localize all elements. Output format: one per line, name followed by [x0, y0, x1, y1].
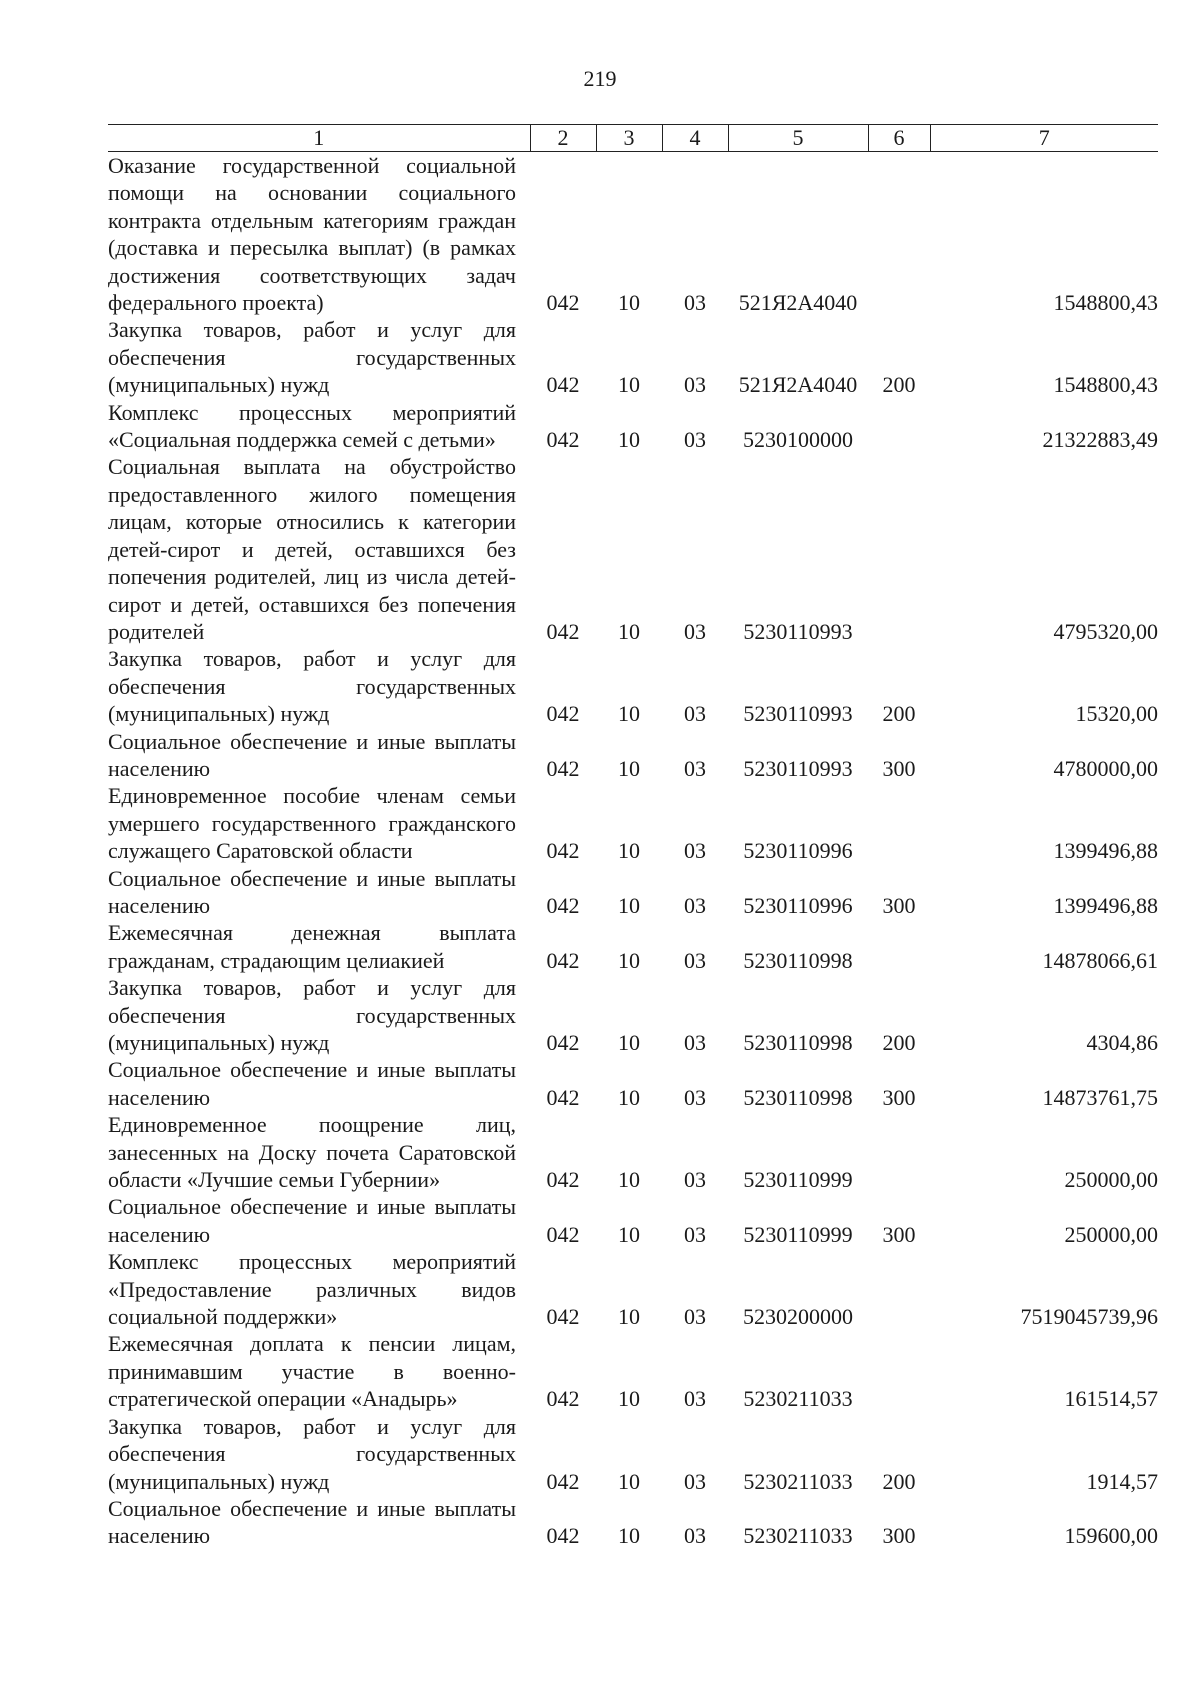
code-cell-4: 03 — [684, 1304, 706, 1330]
target-code-cell: 5230100000 — [743, 427, 853, 453]
code-cell-2: 042 — [546, 947, 580, 973]
code-cell-3: 10 — [618, 1304, 640, 1330]
code-cell-3: 10 — [618, 892, 640, 918]
code-cell-3: 10 — [618, 1167, 640, 1193]
code-cell-4: 03 — [684, 947, 706, 973]
amount-cell: 1548800,43 — [1053, 290, 1158, 316]
row-name-cell: Ежемесячная доплата к пенсии лицам, принимавшим участие в военно-стратегической операции «Анадырь» — [108, 1331, 516, 1412]
row-name-cell: Социальное обеспечение и иные выплаты населению — [108, 728, 516, 781]
expense-type-cell: 200 — [882, 1468, 916, 1494]
code-cell-2: 042 — [546, 618, 580, 644]
row-name-cell: Ежемесячная денежная выплата гражданам, страдающим целиакией — [108, 920, 516, 973]
code-cell-4: 03 — [684, 427, 706, 453]
code-cell-4: 03 — [684, 1523, 706, 1549]
row-name-cell: Социальное обеспечение и иные выплаты населению — [108, 1194, 516, 1247]
amount-cell: 1399496,88 — [1053, 892, 1158, 918]
amount-cell: 1399496,88 — [1053, 838, 1158, 864]
amount-cell: 4780000,00 — [1053, 755, 1158, 781]
expense-type-cell: 300 — [882, 1084, 916, 1110]
target-code-cell: 5230110993 — [743, 701, 853, 727]
expense-type-cell: 200 — [882, 701, 916, 727]
amount-cell: 14878066,61 — [1042, 947, 1158, 973]
code-cell-4: 03 — [684, 1468, 706, 1494]
table-row — [108, 1495, 1158, 1550]
amount-cell: 4304,86 — [1086, 1030, 1158, 1055]
row-name-cell: Закупка товаров, работ и услуг для обеспечения государственных (муниципальных) нужд — [108, 1413, 516, 1494]
target-code-cell: 5230110998 — [743, 947, 853, 973]
code-cell-3: 10 — [618, 1523, 640, 1549]
code-cell-2: 042 — [546, 1304, 580, 1330]
target-code-cell: 5230110999 — [743, 1167, 853, 1193]
target-code-cell: 5230110999 — [743, 1221, 853, 1247]
expense-type-cell — [868, 399, 930, 454]
expense-type-cell — [868, 1111, 930, 1193]
code-cell-2: 042 — [546, 1167, 580, 1193]
expense-type-cell: 300 — [882, 755, 916, 781]
expense-type-cell: 300 — [882, 1221, 916, 1247]
row-name-cell: Закупка товаров, работ и услуг для обеспечения государственных (муниципальных) нужд — [108, 646, 516, 727]
code-cell-3: 10 — [618, 755, 640, 781]
code-cell-3: 10 — [618, 290, 640, 316]
expense-type-cell — [868, 919, 930, 974]
code-cell-3: 10 — [618, 947, 640, 973]
table-row — [108, 728, 1158, 783]
code-cell-2: 042 — [546, 1523, 580, 1549]
code-cell-3: 10 — [618, 618, 640, 644]
table-row — [108, 316, 1158, 398]
code-cell-2: 042 — [546, 1084, 580, 1110]
target-code-cell: 521Я2А4040 — [738, 290, 858, 316]
table-body — [108, 152, 1158, 1550]
amount-cell: 15320,00 — [1075, 701, 1158, 727]
code-cell-4: 03 — [684, 1167, 706, 1193]
code-cell-4: 03 — [684, 892, 706, 918]
table-row — [108, 782, 1158, 864]
row-name-cell: Социальное обеспечение и иные выплаты населению — [108, 1057, 516, 1110]
code-cell-4: 03 — [684, 618, 706, 644]
code-cell-3: 10 — [618, 427, 640, 453]
code-cell-2: 042 — [546, 838, 580, 864]
table-row — [108, 152, 1158, 317]
table-header — [108, 125, 1158, 152]
target-code-cell: 5230211033 — [743, 1468, 853, 1494]
target-code-cell: 5230110993 — [743, 618, 853, 644]
target-code-cell: 5230200000 — [743, 1304, 853, 1330]
amount-cell: 159600,00 — [1064, 1523, 1158, 1549]
expense-type-cell — [868, 782, 930, 864]
expense-type-cell — [868, 152, 930, 317]
code-cell-3: 10 — [618, 1468, 640, 1494]
column-header-5: 5 — [728, 125, 868, 152]
target-code-cell: 5230110996 — [743, 838, 853, 864]
target-code-cell: 5230110998 — [743, 1030, 853, 1055]
code-cell-3: 10 — [618, 838, 640, 864]
table-row — [108, 974, 1158, 1056]
header-row — [108, 125, 1158, 152]
code-cell-4: 03 — [684, 290, 706, 316]
amount-cell: 4795320,00 — [1053, 618, 1158, 644]
page-number: 219 — [583, 66, 617, 91]
row-name-cell: Закупка товаров, работ и услуг для обеспечения государственных (муниципальных) нужд — [108, 317, 516, 398]
code-cell-4: 03 — [684, 1084, 706, 1110]
code-cell-2: 042 — [546, 755, 580, 781]
table-row — [108, 1111, 1158, 1193]
table-row — [108, 919, 1158, 974]
amount-cell: 21322883,49 — [1042, 427, 1158, 453]
row-name-cell: Оказание государственной социальной помощи на основании социального контракта отдельным категориям граждан (доставка и пересылка выплат) (в рамках достижения соответствующих задач федерального проекта) — [108, 153, 516, 316]
expense-type-cell: 200 — [882, 1030, 916, 1055]
table-row — [108, 399, 1158, 454]
target-code-cell: 5230211033 — [743, 1523, 853, 1549]
table-row — [108, 865, 1158, 920]
column-header-4: 4 — [662, 125, 728, 152]
amount-cell: 250000,00 — [1064, 1167, 1158, 1193]
amount-cell: 1914,57 — [1086, 1468, 1158, 1494]
column-header-2: 2 — [530, 125, 596, 152]
code-cell-2: 042 — [546, 701, 580, 727]
table-row — [108, 453, 1158, 645]
amount-cell: 250000,00 — [1064, 1221, 1158, 1247]
table-row — [108, 1330, 1158, 1412]
table-row — [108, 1248, 1158, 1330]
table-row — [108, 645, 1158, 727]
row-name-cell: Закупка товаров, работ и услуг для обеспечения государственных (муниципальных) нужд — [108, 975, 516, 1055]
row-name-cell: Социальное обеспечение и иные выплаты населению — [108, 865, 516, 918]
code-cell-4: 03 — [684, 372, 706, 398]
amount-cell: 7519045739,96 — [1020, 1304, 1158, 1330]
expense-type-cell — [868, 453, 930, 645]
code-cell-4: 03 — [684, 1386, 706, 1412]
code-cell-3: 10 — [618, 1221, 640, 1247]
column-header-3: 3 — [596, 125, 662, 152]
code-cell-3: 10 — [618, 701, 640, 727]
code-cell-4: 03 — [684, 1221, 706, 1247]
code-cell-4: 03 — [684, 755, 706, 781]
table-row — [108, 1193, 1158, 1248]
code-cell-3: 10 — [618, 1386, 640, 1412]
target-code-cell: 5230211033 — [743, 1386, 853, 1412]
expense-type-cell — [868, 1248, 930, 1330]
column-header-6: 6 — [868, 125, 930, 152]
row-name-cell: Социальное обеспечение и иные выплаты населению — [108, 1495, 516, 1549]
code-cell-2: 042 — [546, 427, 580, 453]
target-code-cell: 5230110996 — [743, 892, 853, 918]
amount-cell: 1548800,43 — [1053, 372, 1158, 398]
code-cell-2: 042 — [546, 1030, 580, 1055]
target-code-cell: 5230110998 — [743, 1084, 853, 1110]
code-cell-4: 03 — [684, 838, 706, 864]
code-cell-2: 042 — [546, 1221, 580, 1247]
expense-type-cell — [868, 1330, 930, 1412]
target-code-cell: 521Я2А4040 — [738, 372, 858, 398]
code-cell-2: 042 — [546, 1386, 580, 1412]
row-name-cell: Единовременное поощрение лиц, занесенных на Доску почета Саратовской области «Лучшие семьи Губернии» — [108, 1112, 516, 1193]
budget-table — [108, 124, 1158, 1550]
code-cell-4: 03 — [684, 701, 706, 727]
code-cell-3: 10 — [618, 372, 640, 398]
row-name-cell: Единовременное пособие членам семьи умершего государственного гражданского служащего Саратовской области — [108, 783, 516, 864]
table-row — [108, 1056, 1158, 1111]
target-code-cell: 5230110993 — [743, 755, 853, 781]
code-cell-2: 042 — [546, 372, 580, 398]
code-cell-4: 03 — [684, 1030, 706, 1055]
code-cell-2: 042 — [546, 892, 580, 918]
expense-type-cell: 200 — [882, 372, 916, 398]
row-name-cell: Комплекс процессных мероприятий «Предоставление различных видов социальной поддержки» — [108, 1249, 516, 1330]
expense-type-cell: 300 — [882, 1523, 916, 1549]
expense-type-cell: 300 — [882, 892, 916, 918]
column-header-7: 7 — [930, 125, 1158, 152]
row-name-cell: Социальная выплата на обустройство предоставленного жилого помещения лицам, которые относились к категории детей-сирот и детей, оставшихся без попечения родителей, лиц из числа детей-сирот и детей, оставшихся без попечения родителей — [108, 454, 516, 644]
table-row — [108, 1413, 1158, 1495]
code-cell-2: 042 — [546, 1468, 580, 1494]
code-cell-3: 10 — [618, 1084, 640, 1110]
code-cell-3: 10 — [618, 1030, 640, 1055]
row-name-cell: Комплекс процессных мероприятий «Социальная поддержка семей с детьми» — [108, 399, 516, 453]
code-cell-2: 042 — [546, 290, 580, 316]
amount-cell: 161514,57 — [1064, 1386, 1158, 1412]
amount-cell: 14873761,75 — [1042, 1084, 1158, 1110]
column-header-1: 1 — [108, 125, 530, 152]
